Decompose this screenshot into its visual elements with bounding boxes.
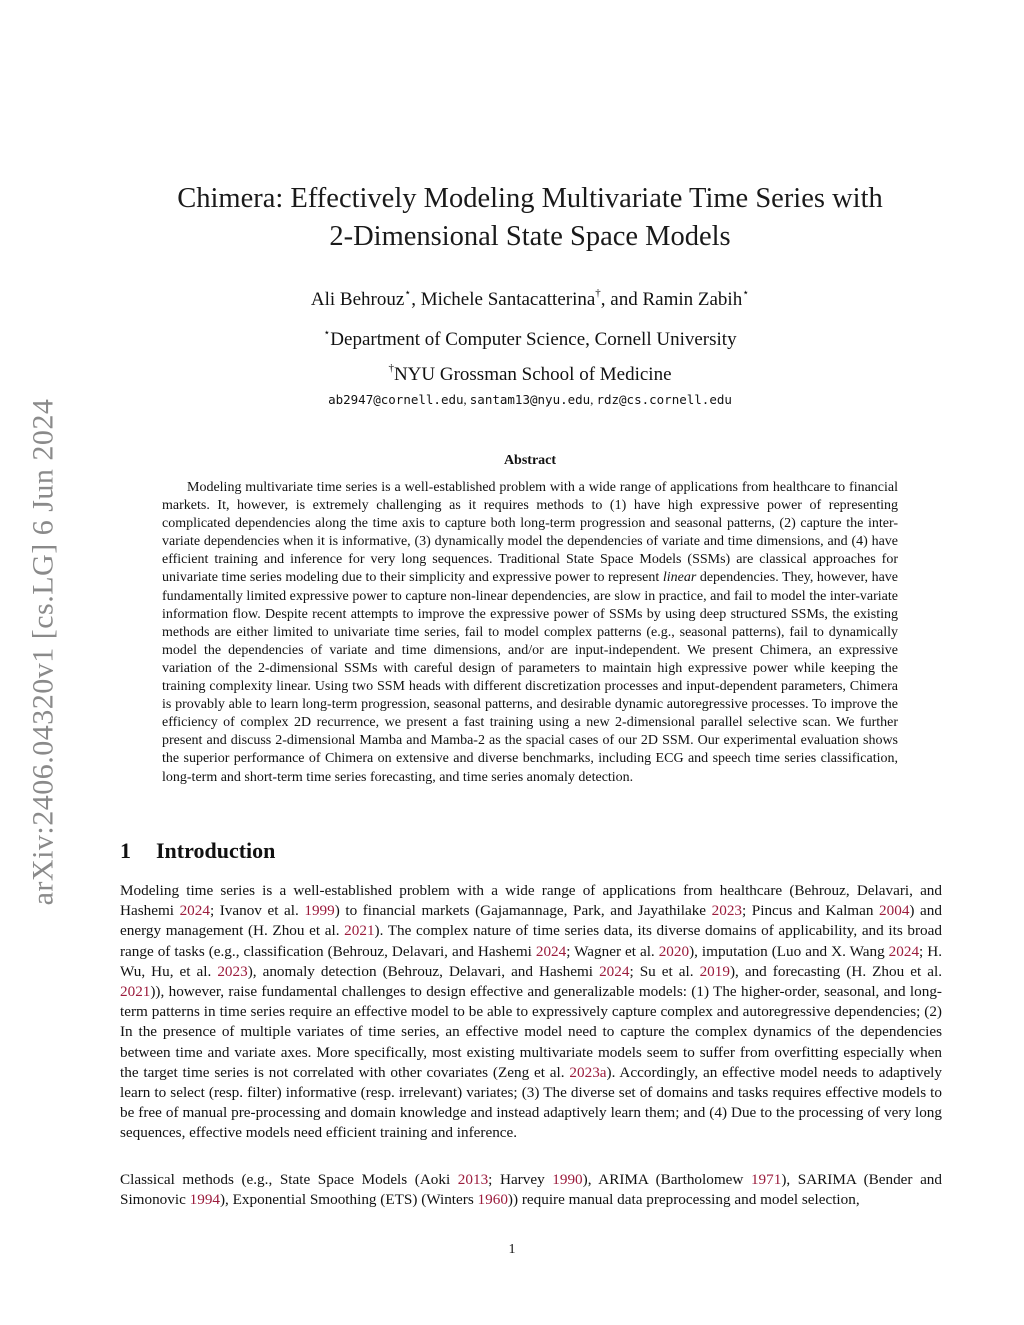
paragraph-text: Modeling time series is a well-established problem with a wide range of applications from healthcare (Behrouz, Delavari, and Hashemi <box>120 882 942 920</box>
citation-link[interactable]: 2020 <box>658 942 690 960</box>
paragraph-text: ), ARIMA (Bartholomew <box>582 1171 751 1188</box>
citation-link[interactable]: 2013 <box>457 1171 489 1188</box>
citation-link[interactable]: 2019 <box>699 962 730 980</box>
paragraph-text: ), Exponential Smoothing (ETS) (Winters <box>220 1191 478 1209</box>
intro-paragraph-1 <box>120 881 942 1144</box>
citation-link[interactable]: 1994 <box>189 1191 220 1209</box>
affiliation-text: NYU Grossman School of Medicine <box>393 364 672 385</box>
citation-link[interactable]: 1999 <box>304 902 335 920</box>
citation-link[interactable]: 1971 <box>750 1171 782 1188</box>
affiliation-mark: ⋆ <box>404 287 412 299</box>
author-list <box>120 287 940 313</box>
email-link[interactable]: rdz@cs.cornell.edu <box>596 392 732 407</box>
citation-link[interactable]: 2021 <box>120 983 151 1001</box>
abstract-body <box>162 479 898 787</box>
section-number: 1 <box>120 838 131 863</box>
affiliation-mark: ⋆ <box>742 287 750 299</box>
affiliation-cornell <box>120 327 940 353</box>
affiliation-nyu <box>120 362 940 388</box>
affiliation-text: Department of Computer Science, Cornell University <box>330 329 737 350</box>
paragraph-text: )) require manual data preprocessing and model selection, <box>507 1191 860 1209</box>
paragraph-text: ; Ivanov et al. <box>209 902 305 920</box>
email-link[interactable]: santam13@nyu.edu <box>469 392 591 407</box>
abstract-text: dependencies. They, however, have fundamentally limited expressive power to capture non-linear dependencies, are slow in practice, and fail to model the inter-variate information flow. Despite recent attempts to improve the expressive power of SSMs by using deep structured SSMs, the existing methods are either limited to univariate time series, fail to model complex patterns (e.g., seasonal patterns), fail to dynamically model the dependencies of variate and time dimensions, and/or are input-independent. We present Chimera, an expressive variation of the 2-dimensional SSMs with careful design of parameters to maintain high expressive power while keeping the training complexity linear. Using two SSM heads with different discretization processes and input-dependent parameters, Chimera is provably able to learn long-term progression, seasonal patterns, and desirable dynamic autoregressive processes. To improve the efficiency of complex 2D recurrence, we present a fast training using a new 2-dimensional parallel selective scan. We further present and discuss 2-dimensional Mamba and Mamba-2 as the spacial cases of our 2D SSM. Our experimental evaluation shows the superior performance of Chimera on extensive and diverse benchmarks, including ECG and speech time series classification, long-term and short-term time series forecasting, and time series anomaly detection. <box>162 570 899 785</box>
paragraph-text: ) and energy management (H. Zhou et al. <box>120 902 942 940</box>
citation-link[interactable]: 2023a <box>569 1063 607 1081</box>
author-name: , and Ramin Zabih <box>600 289 743 310</box>
citation-link[interactable]: 2023 <box>217 962 248 980</box>
paragraph-text: ; Su et al. <box>629 962 700 980</box>
citation-link[interactable]: 1990 <box>552 1171 583 1188</box>
citation-link[interactable]: 2024 <box>599 962 630 980</box>
page-number: 1 <box>508 1242 516 1257</box>
section-heading <box>120 836 275 866</box>
citation-link[interactable]: 2004 <box>879 902 910 920</box>
paragraph-text: )), however, raise fundamental challenges to design effective and generalizable models: (1) The higher-order, seasonal, and long-term patterns in time series require an effective model to be able to expressively capture complex and autoregressive dependencies; (2) In the presence of multiple variates of time series, an effective model need to capture the complex dynamics of the dependencies between time and variate axes. More specifically, most existing multivariate models seem to suffer from overfitting especially when the target time series is not correlated with other covariates (Zeng et al. <box>120 983 942 1081</box>
arxiv-id-text: arXiv:2406.04320v1 [cs.LG] 6 Jun 2024 <box>26 398 59 906</box>
paragraph-text: ; H. Wu, Hu, et al. <box>120 942 943 980</box>
author-emails <box>120 391 940 409</box>
paragraph-text: ). The complex nature of time series data, its diverse domains of applicability, and its broad range of tasks (e.g., classification (Behrouz, Delavari, and Hashemi <box>120 922 942 960</box>
email-separator: , <box>590 393 597 407</box>
affiliation-mark: ⋆ <box>323 327 331 339</box>
arxiv-side-identifier <box>8 372 78 932</box>
paragraph-text: ), and forecasting (H. Zhou et al. <box>729 962 942 980</box>
email-link[interactable]: ab2947@cornell.edu <box>328 392 464 407</box>
paragraph-text: ), SARIMA (Bender and Simonovic <box>120 1171 942 1209</box>
citation-link[interactable]: 2021 <box>344 922 375 940</box>
paper-title <box>120 180 940 256</box>
paragraph-text: ), anomaly detection (Behrouz, Delavari, and Hashemi <box>247 962 600 980</box>
affiliation-mark: † <box>595 287 601 299</box>
paragraph-text: ) to financial markets (Gajamannage, Park, and Jayathilake <box>334 902 712 920</box>
title-line-1: Chimera: Effectively Modeling Multivariate Time Series with <box>177 183 883 214</box>
email-separator: , <box>463 393 470 407</box>
affiliation-mark: † <box>388 362 394 374</box>
abstract-italic-word: linear <box>662 570 697 586</box>
title-line-2: 2-Dimensional State Space Models <box>329 221 731 252</box>
abstract-heading: Abstract <box>503 453 557 468</box>
author-name: , Michele Santacatterina <box>411 289 596 310</box>
paragraph-text: ; Wagner et al. <box>566 942 659 960</box>
citation-link[interactable]: 2024 <box>535 942 567 960</box>
citation-link[interactable]: 2023 <box>711 902 742 920</box>
paragraph-text: ). Accordingly, an effective model needs to adaptively learn to select (resp. filter) informative (resp. irrelevant) variates; (3) The diverse set of domains and tasks requires effective models to be free of manual pre-processing and domain knowledge and instead adaptively learn them; and (4) Due to the processing of very long sequences, effective models need efficient training and inference. <box>120 1063 942 1142</box>
paragraph-text: Classical methods (e.g., State Space Models (Aoki <box>120 1171 458 1188</box>
paragraph-text: ; Pincus and Kalman <box>742 902 880 920</box>
abstract-text: Modeling multivariate time series is a well-established problem with a wide range of applications from healthcare to financial markets. It, however, is extremely challenging as it requires methods to (1) have high expressive power of representing complicated dependencies along the time axis to capture both long-term progression and seasonal patterns, (2) capture the inter-variate dependencies when it is informative, (3) dynamically model the dependencies of variate and time dimensions, and (4) have efficient training and inference for very long sequences. Traditional State Space Models (SSMs) are classical approaches for univariate time series modeling due to their simplicity and expressive power to represent <box>162 480 898 586</box>
section-title-text: Introduction <box>156 838 276 863</box>
paragraph-text: ; Harvey <box>488 1171 553 1188</box>
citation-link[interactable]: 1960 <box>477 1191 508 1209</box>
paragraph-text: ), imputation (Luo and X. Wang <box>689 942 889 960</box>
intro-paragraph-2 <box>120 1170 942 1210</box>
citation-link[interactable]: 2024 <box>888 942 920 960</box>
author-name: Ali Behrouz <box>310 289 405 310</box>
citation-link[interactable]: 2024 <box>179 902 210 920</box>
